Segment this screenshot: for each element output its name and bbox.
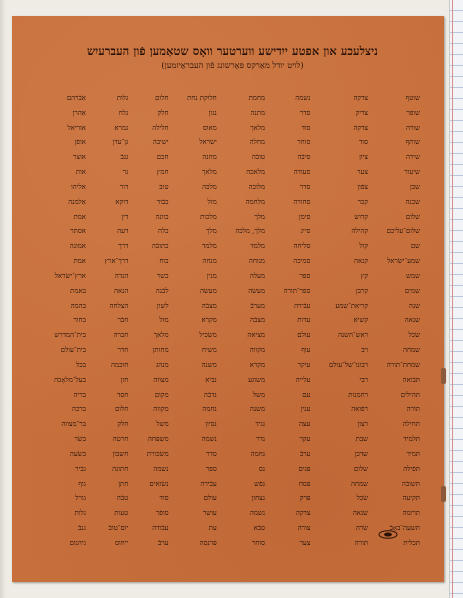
word-entry: חכם — [156, 153, 169, 162]
word-entry: חדר — [117, 346, 129, 355]
word-column — [235, 94, 265, 547]
word-entry: סייג — [300, 227, 311, 236]
word-entry: באמת — [70, 286, 86, 295]
title-block — [40, 44, 425, 70]
word-entry: בהמה — [70, 301, 86, 310]
word-entry: כוונה — [155, 212, 169, 221]
word-entry: אות — [75, 168, 86, 177]
page-subtitle: (לויט יודל מאַרקס פּאָרשונג פֿון העבראַיזמען) — [161, 60, 304, 70]
word-entry: עבֿודה — [152, 524, 169, 533]
word-entry: ערבֿ — [157, 538, 169, 547]
word-entry: חזן — [120, 375, 129, 384]
word-entry: משל — [156, 420, 169, 429]
word-column — [387, 94, 420, 547]
word-entry: בשׂעה — [69, 449, 86, 458]
word-entry: מצבֿה — [201, 301, 217, 310]
word-entry: שלום — [405, 212, 420, 221]
word-entry: שיעור — [404, 168, 420, 177]
word-entry: גלות — [116, 94, 129, 102]
word-entry: גן־עדן — [112, 138, 129, 147]
word-entry: שמים — [404, 286, 420, 295]
word-entry: דור — [119, 182, 129, 191]
word-entry: כבֿוד — [156, 197, 169, 206]
word-entry: בכל — [76, 360, 86, 369]
word-entry: נגיד — [255, 420, 266, 429]
word-entry: סמיכה — [293, 257, 311, 266]
word-entry: חמץ — [156, 168, 169, 177]
word-entry: שכנה — [405, 197, 420, 206]
word-entry: גבֿיר — [75, 464, 86, 473]
staple-bottom — [441, 486, 446, 502]
word-entry: אמת — [73, 212, 86, 221]
word-list-grid — [54, 94, 420, 547]
word-entry: מציאה — [247, 331, 266, 340]
word-entry: גנבֿ — [78, 524, 86, 533]
word-entry: תּמיד — [406, 449, 420, 458]
word-entry: בחור — [73, 316, 86, 325]
word-entry: אופֿן — [74, 138, 86, 147]
word-entry: דעה — [117, 227, 129, 236]
word-entry: גוף — [78, 479, 86, 488]
word-entry: חסד — [117, 390, 129, 399]
word-entry: תּחילה — [402, 420, 420, 429]
word-entry: משפּחה — [147, 435, 169, 444]
word-entry: מלך, מלכה — [235, 227, 266, 236]
publisher-emblem-icon — [378, 530, 398, 539]
word-entry: אמונה — [69, 242, 86, 251]
word-entry: אליהו — [71, 182, 86, 191]
word-entry: שורה — [406, 123, 420, 132]
word-entry: עולם — [297, 331, 311, 340]
word-entry: סוד — [301, 123, 311, 132]
word-entry: ייחוס — [114, 538, 129, 547]
word-entry: דין — [121, 212, 129, 221]
word-column — [187, 94, 217, 547]
word-entry: הגדה — [114, 271, 129, 280]
word-column — [284, 94, 311, 547]
word-entry: מלאך — [153, 331, 169, 340]
word-entry: כתובֿה — [151, 242, 169, 251]
word-entry: בית־המדרש — [54, 331, 86, 340]
word-entry: אַלמנה — [68, 197, 86, 206]
word-entry: חשבון — [112, 449, 129, 458]
word-entry: נחמה — [202, 405, 217, 414]
word-entry: משׂכּיל — [199, 331, 217, 340]
word-entry: חלום — [114, 405, 129, 414]
word-entry: תּהילים — [400, 390, 420, 399]
word-entry: שכן — [409, 182, 420, 191]
word-entry: פּנים — [298, 464, 311, 473]
word-entry: טוב — [159, 182, 169, 191]
word-entry: חוכמה — [111, 360, 129, 369]
word-entry: שוטף — [405, 94, 420, 102]
word-entry: ענין — [300, 405, 311, 414]
word-entry: עיקר — [297, 360, 311, 369]
word-entry: תּבֿואה — [402, 375, 420, 384]
word-entry: מלאך — [201, 168, 217, 177]
word-entry: אַבֿרהם — [66, 94, 86, 102]
word-entry: חלק — [157, 108, 169, 117]
word-entry: צער — [357, 168, 369, 177]
word-entry: שירה — [405, 153, 420, 162]
word-entry: בית־עולם — [60, 346, 86, 355]
word-entry: שנאה — [404, 316, 420, 325]
word-entry: שלום־עליכם — [386, 227, 420, 236]
word-entry: מלמד — [250, 242, 266, 251]
word-entry: נדר — [256, 435, 266, 444]
word-entry: סחורה — [293, 197, 311, 206]
word-entry: מעלה — [249, 271, 266, 280]
word-entry: גנבֿ — [120, 153, 129, 162]
word-entry: רחמנות — [348, 390, 369, 399]
word-entry: קריאת־שמע — [335, 301, 369, 310]
word-entry: שׂרה — [355, 524, 369, 533]
word-entry: תּקיעה — [402, 494, 420, 503]
word-entry: מקרא — [201, 316, 217, 325]
word-entry: נס — [258, 464, 266, 473]
word-entry: תּרומה — [402, 509, 420, 518]
page-title: ניצלעכע און אפטע ייִדישע ווערטער וואָס שטאַמען פֿון העברעיִש — [87, 44, 378, 58]
word-entry: ברכה — [71, 405, 86, 414]
word-entry: גורל — [75, 494, 86, 503]
word-entry: דרך־ארץ — [104, 257, 129, 266]
word-entry: שמע־ישׂראל — [387, 257, 420, 266]
word-entry: שופר — [406, 108, 420, 117]
word-entry: שׂכל — [408, 331, 420, 340]
word-entry: כלה — [157, 227, 169, 236]
word-entry: הצלחה — [109, 301, 129, 310]
word-entry: ערבֿ — [299, 449, 311, 458]
word-entry: גלח — [118, 108, 129, 117]
word-entry: הנאה — [114, 286, 129, 295]
word-entry: סעודה — [293, 168, 311, 177]
word-entry: אוּריאל — [67, 123, 86, 132]
word-entry: נביא — [205, 375, 217, 384]
word-entry: משׂכּורת — [146, 449, 169, 458]
word-entry: נחמה — [250, 449, 266, 458]
word-entry: ארץ־ישׂראל — [54, 271, 86, 280]
word-entry: גיהנום — [69, 538, 86, 547]
word-entry: חלק — [117, 420, 129, 429]
word-entry: עם — [302, 390, 311, 399]
word-entry: סבֿא — [253, 524, 266, 533]
word-entry: רב — [361, 346, 369, 355]
word-entry: עולם — [203, 494, 217, 503]
word-entry: ספר־תורה — [283, 286, 311, 295]
word-entry: טבֿה — [116, 494, 129, 503]
ledger-margin-line — [452, 0, 453, 598]
word-entry: שמחה — [402, 346, 420, 355]
word-entry: צער — [299, 538, 311, 547]
word-entry: תּפֿילה — [403, 464, 420, 473]
word-entry: מלך — [254, 212, 266, 221]
word-entry: ספר — [205, 464, 217, 473]
word-entry: שלום — [353, 464, 369, 473]
staple-top — [441, 368, 446, 384]
word-entry: נשמה — [249, 509, 266, 518]
word-entry: שדכן — [354, 449, 369, 458]
word-column — [54, 94, 86, 547]
word-entry: נדבֿה — [203, 390, 217, 399]
word-entry: סוחר — [251, 538, 266, 547]
word-entry: משנה — [249, 405, 266, 414]
word-entry: נשמה — [295, 94, 311, 102]
word-entry: מאוס — [202, 123, 217, 132]
word-entry: לשון — [156, 301, 169, 310]
word-entry: חתונה — [112, 464, 129, 473]
word-entry: גלות — [74, 509, 86, 518]
word-entry: שׂכל — [356, 494, 369, 503]
word-entry: עקר — [299, 435, 311, 444]
word-entry: רבונו־של־עולם — [329, 360, 369, 369]
word-entry: שׂנאה — [352, 509, 369, 518]
word-entry: קנאה — [354, 257, 369, 266]
word-entry: חתן — [118, 479, 129, 488]
word-entry: חבֿר — [117, 316, 129, 325]
word-entry: סליחה — [293, 242, 311, 251]
word-entry: מעשׂה — [248, 286, 266, 295]
word-entry: מנחה — [202, 257, 217, 266]
word-entry: נסיון — [205, 420, 217, 429]
word-entry: שנה — [408, 301, 420, 310]
word-column — [329, 94, 368, 547]
word-entry: שמחה — [351, 479, 369, 488]
word-entry: מלוכה — [248, 182, 266, 191]
word-entry: קול — [359, 242, 369, 251]
word-entry: חלום — [155, 94, 169, 102]
word-entry: חלוקת נחת — [187, 94, 217, 102]
word-entry: מלכות — [200, 212, 217, 221]
word-entry: אוצר — [73, 153, 86, 162]
word-entry: עת — [208, 524, 217, 533]
word-entry: משוגע — [248, 375, 266, 384]
word-entry: מלמד — [202, 242, 217, 251]
word-entry: מתנה — [250, 108, 266, 117]
word-entry: סוד — [159, 494, 169, 503]
word-entry: סוחר — [297, 138, 311, 147]
word-entry: סדר — [206, 449, 217, 458]
word-entry: דרך — [118, 242, 129, 251]
word-entry: מלך — [206, 227, 217, 236]
word-entry: נצחון — [251, 494, 266, 503]
word-entry: עדות — [297, 316, 311, 325]
word-entry: דוקא — [115, 197, 129, 206]
word-entry: מלחמה — [245, 197, 266, 206]
word-entry: שבת — [355, 435, 369, 444]
word-entry: נשמה — [201, 435, 217, 444]
word-entry: עצה — [298, 420, 311, 429]
word-entry: עושר — [202, 509, 217, 518]
word-entry: בריה — [73, 390, 86, 399]
word-entry: עבֿירה — [200, 479, 217, 488]
word-entry: מצווה — [153, 375, 169, 384]
word-entry: חרטה — [112, 435, 129, 444]
word-entry: יום־טובֿ — [108, 524, 129, 533]
word-entry: אמת — [73, 257, 86, 266]
word-entry: תּוֹרה — [406, 405, 420, 414]
word-entry: גר — [122, 168, 129, 177]
word-entry: משנה — [201, 360, 217, 369]
word-entry: פּרנסה — [199, 538, 217, 547]
word-entry: פּרק — [299, 494, 311, 503]
word-entry: אַהרן — [72, 108, 86, 117]
word-entry: בשׂר — [74, 435, 86, 444]
word-entry: קדוש — [354, 212, 369, 221]
word-entry: לבֿנה — [155, 286, 169, 295]
word-entry: סופֿר — [155, 509, 169, 518]
word-entry: מחנה — [202, 153, 217, 162]
word-entry: נגון — [208, 108, 217, 117]
word-entry: רצון — [357, 420, 369, 429]
word-entry: מחמת — [248, 94, 266, 102]
word-entry: גמרא — [114, 123, 129, 132]
word-entry: רבי — [359, 375, 369, 384]
word-entry: קשיא — [353, 316, 369, 325]
word-entry: מערבֿ — [250, 301, 266, 310]
word-entry: בעל־מלאָכה — [54, 375, 86, 384]
word-entry: קהילה — [351, 227, 369, 236]
word-entry: צדקה — [353, 123, 369, 132]
word-entry: עוף — [301, 346, 311, 355]
word-entry: תּלמיד — [403, 435, 420, 444]
word-entry: מזל — [159, 316, 169, 325]
word-entry: אסתּר — [70, 227, 86, 236]
word-entry: ישׂראל — [199, 138, 217, 147]
word-entry: נשמה — [153, 464, 169, 473]
word-entry: משיח — [201, 346, 217, 355]
word-entry: בר־מצווה — [61, 420, 86, 429]
word-entry: צדקה — [353, 94, 369, 102]
word-entry: מצבֿה — [250, 316, 266, 325]
word-entry: מעשׂה — [199, 286, 217, 295]
word-entry: מנוחה — [248, 257, 266, 266]
word-entry: פּסח — [298, 479, 311, 488]
word-entry: מלאכה — [246, 168, 266, 177]
word-entry: מקווה — [153, 405, 169, 414]
word-entry: נפֿש — [254, 479, 266, 488]
word-entry: סוד — [359, 138, 369, 147]
word-entry: תּשעה־באָבֿ — [389, 524, 420, 533]
word-entry: טעות — [114, 509, 129, 518]
word-entry: מקום — [154, 390, 169, 399]
word-entry: ראש־השנה — [337, 331, 369, 340]
word-entry: נשׂואים — [149, 479, 169, 488]
word-entry: סיבֿה — [297, 153, 311, 162]
word-entry: ישיבה — [152, 138, 169, 147]
word-entry: מקרא — [249, 360, 266, 369]
word-entry: צורה — [297, 524, 311, 533]
word-entry: מזל — [207, 197, 217, 206]
word-entry: תּכלית — [403, 538, 420, 547]
word-entry: סדר — [299, 182, 311, 191]
word-entry: רפֿואה — [351, 405, 369, 414]
word-entry: מנין — [206, 271, 217, 280]
word-entry: ספר — [299, 271, 311, 280]
word-entry: שמחת־תורה — [386, 360, 420, 369]
word-entry: שמש — [406, 271, 420, 280]
word-entry: מחותן — [152, 346, 169, 355]
word-column — [104, 94, 128, 547]
word-entry: צדיק — [355, 108, 369, 117]
word-entry: סדר — [299, 108, 311, 117]
word-entry: חלילה — [152, 123, 169, 132]
word-entry: מקווה — [249, 346, 266, 355]
word-entry: מלכּה — [202, 182, 217, 191]
word-entry: קץ — [360, 271, 369, 280]
word-entry: תּשובֿה — [401, 479, 420, 488]
word-entry: כוח — [159, 257, 169, 266]
word-entry: עבֿירה — [294, 301, 311, 310]
word-entry: מנהג — [155, 360, 169, 369]
word-entry: צפֿון — [357, 182, 369, 191]
word-entry: שותף — [405, 138, 420, 147]
word-entry: שם — [410, 242, 420, 251]
word-entry: צדקה — [295, 509, 311, 518]
word-entry: עלייה — [295, 375, 311, 384]
word-entry: כשר — [156, 271, 169, 280]
word-entry: תּורה — [354, 538, 369, 547]
word-entry: סימן — [298, 212, 311, 221]
word-entry: טובֿה — [251, 153, 266, 162]
word-entry: ציון — [359, 153, 369, 162]
word-column — [147, 94, 169, 547]
word-entry: קבר — [357, 197, 369, 206]
word-entry: משל — [252, 390, 266, 399]
word-entry: מחלה — [249, 138, 266, 147]
word-entry: מלאך — [250, 123, 266, 132]
word-entry: קרבן — [355, 286, 369, 295]
word-entry: חברה — [113, 331, 129, 340]
